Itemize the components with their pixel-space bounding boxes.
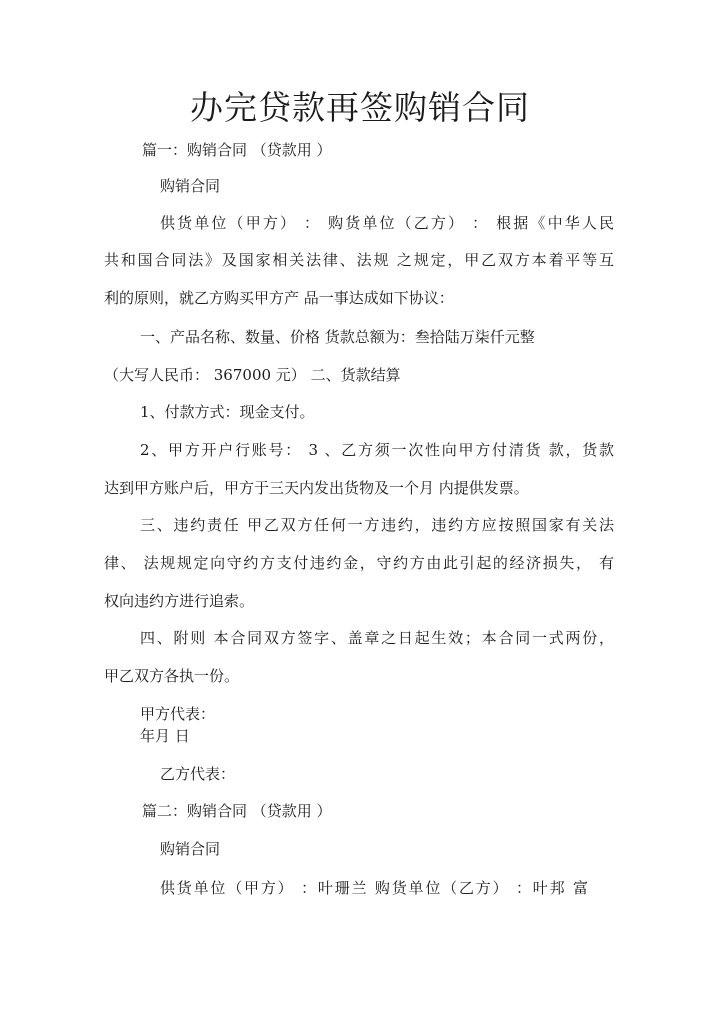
party-b-representative: 乙方代表：	[160, 765, 236, 783]
paragraph-line: 律、 法规规定向守约方支付违约金，守约方由此引起的经济损失， 有	[104, 554, 614, 572]
paragraph-line: 共和国合同法》及国家相关法律、法规 之规定，甲乙双方本着平等互	[104, 251, 614, 269]
clause-breach: 三、违约责任 甲乙双方任何一方违约，违约方应按照国家有关法	[140, 516, 614, 534]
paragraph-line: 权向违约方进行追索。	[104, 592, 255, 610]
section-heading-1: 篇一：购销合同 （贷款用 ）	[142, 141, 332, 159]
paragraph-line: 达到甲方账户后，甲方于三天内发出货物及一个月 内提供发票。	[104, 479, 529, 497]
parties-line: 供货单位（甲方） ：叶珊兰 购货单位（乙方） ：叶邦 富	[160, 879, 588, 897]
clause-product: 一、产品名称、数量、价格 货款总额为：叁拾陆万柒仟元整	[140, 328, 535, 346]
clause-account: 2、甲方开户行账号： 3 、乙方须一次性向甲方付清货 款，货款	[140, 441, 614, 459]
clause-payment-method: 1、付款方式：现金支付。	[140, 403, 315, 421]
section-heading-2: 篇二：购销合同 （贷款用 ）	[142, 802, 332, 820]
signature-date: 年月 日	[140, 727, 190, 745]
paragraph-line: 供货单位（甲方） ： 购货单位（乙方） ： 根据《中华人民	[160, 214, 614, 232]
clause-appendix: 四、附则 本合同双方签字、盖章之日起生效；本合同一式两份，	[140, 629, 614, 647]
contract-heading-2: 购销合同	[160, 840, 221, 858]
document-title: 办完贷款再签购销合同	[190, 88, 530, 127]
contract-heading-1: 购销合同	[160, 177, 221, 195]
paragraph-line: （大写人民币： 367000 元） 二、货款结算	[104, 366, 401, 384]
party-a-representative: 甲方代表：	[140, 705, 216, 723]
paragraph-line: 利的原则，就乙方购买甲方产 品一事达成如下协议：	[104, 289, 454, 307]
paragraph-line: 甲乙双方各执一份。	[104, 667, 240, 685]
